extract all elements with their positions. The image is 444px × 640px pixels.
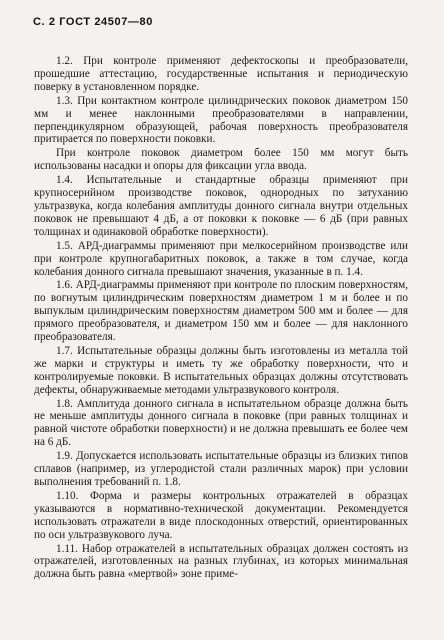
paragraph-1-10: 1.10. Форма и размеры контрольных отражателей в образцах указываются в нормативно-технической документации. Рекомендуется использовать отражатели в виде плоскодонных отверстий, ориентированных по оси ультразвукового луча.: [34, 489, 408, 541]
paragraph-1-11: 1.11. Набор отражателей в испытательных образцах должен состоять из отражателей, изготовленных на разных глубинах, из которых минимальная должна быть равна «мертвой» зоне приме-: [34, 542, 408, 581]
paragraph-1-6: 1.6. АРД-диаграммы применяют при контроле по плоским поверхностям, по вогнутым цилиндрическим поверхностям диаметром 1 м и более и по выпуклым цилиндрическим поверхностям диаметром 500 мм и более — для прямого преобразователя, и диаметром 150 мм и более — для наклонного преобразователя.: [34, 279, 408, 344]
paragraph-1-9: 1.9. Допускается использовать испытательные образцы из близких типов сплавов (например, из углеродистой стали различных марок) при условии выполнения требований п. 1.8.: [34, 450, 408, 488]
paragraph-1-3-continued: При контроле поковок диаметром более 150 мм могут быть использованы насадки и опоры для фиксации угла ввода.: [34, 147, 408, 173]
paragraph-1-4: 1.4. Испытательные и стандартные образцы применяют при крупносерийном производстве поковок, однородных по затуханию ультразвука, когда колебания амплитуды донного сигнала внутри отдельных поковок не превышают 4 дБ, а от поковки к поковке — 6 дБ (при равных толщинах и одинаковой обработке поверхности).: [34, 174, 408, 238]
page-header: С. 2 ГОСТ 24507—80: [33, 16, 153, 28]
paragraph-1-5: 1.5. АРД-диаграммы применяют при мелкосерийном производстве или при контроле крупногабаритных поковок, а также в том случае, когда колебания донного сигнала превышают значения, указанные в п. 1.4.: [34, 239, 408, 278]
paragraph-1-7: 1.7. Испытательные образцы должны быть изготовлены из металла той же марки и структуры и иметь ту же обработку поверхности, что и контролируемые поковки. В испытательных образцах должны отсутствовать дефекты, обнаруживаемые методами ультразвукового контроля.: [34, 344, 408, 396]
paragraph-1-8: 1.8. Амплитуда донного сигнала в испытательном образце должна быть не меньше амплитуды донного сигнала в поковке (при равных толщинах и равной чистоте обработки поверхности) и не должна превышать ее более чем на 6 дБ.: [34, 397, 408, 449]
paragraph-1-3: 1.3. При контактном контроле цилиндрических поковок диаметром 150 мм и менее наклонными преобразователями в направлении, перпендикулярном образующей, рабочая поверхность преобразователя притирается по поверхности поковки.: [34, 94, 408, 146]
page-body: [34, 55, 408, 581]
paragraph-1-2: 1.2. При контроле применяют дефектоскопы и преобразователи, прошедшие аттестацию, государственные испытания и периодическую поверку в установленном порядке.: [34, 55, 408, 93]
